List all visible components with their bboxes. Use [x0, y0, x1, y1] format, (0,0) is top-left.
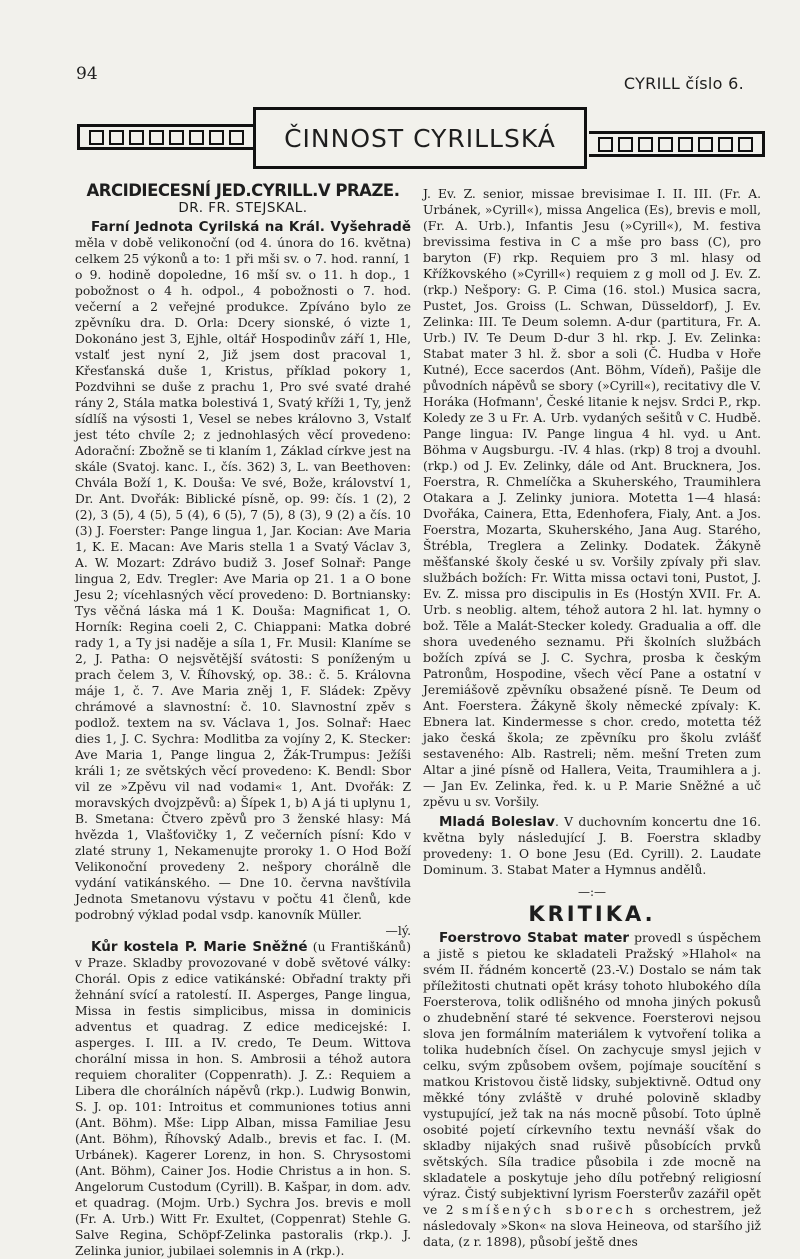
banner-title-box: [253, 107, 587, 169]
article-paragraph: [423, 930, 761, 1250]
article-lead: Farní Jednota Cyrilská na Král. Vyšehradě: [91, 219, 411, 235]
byline: DR. FR. STEJSKAL.: [178, 200, 308, 216]
square-chain-ornament-icon: [589, 131, 765, 157]
section-heading: ARCIDIECESNÍ JED.CYRILL.V PRAZE.: [86, 181, 400, 200]
article-body: měla v době velikonoční (od 4. února do 16. května) celkem 25 výkonů a to: 1 při mši sv. o 7. hod. ranní, 1 o 9. hodině dopoledne, 16 mší sv. o 11. h dop., 1 pobožnost o 4 h. odpol., 4 pobožnosti o 7. hod. večerní a 2 veřejné produkce. Zpíváno bylo ze zpěvníku dra. D. Orla: Dcery sionské, ó vizte 1, Dokonáno jest 3, Ejhle, oltář Hospodinův září 1, Hle, vstalť jest nyní 2, Již jsem dost pracoval 1, Křesťanská duše 1, Kristus, příklad pokory 1, Pozdvihni se duše z prachu 1, Pro své svaté drahé rány 2, Stála matka bolestivá 1, Svatý kříži 1, Ty, jenž sídlíš na výsosti 1, Vesel se nebes královno 3, Vstalť jest této chvíle 2; z jednohlasých věcí provedeno: Adorační: Zbožně se ti klaním 1, Základ církve jest na skále (Svatoj. kanc. I., čís. 362) 3, L. van Beethoven: Chvála Boží 1, K. Douša: Ve své, Bože, království 1, Dr. Ant. Dvořák: Biblické písně, op. 99: čís. 1 (2), 2 (2), 3 (5), 4 (5), 5 (4), 6 (5), 7 (5), 8 (3), 9 (2) a čís. 10 (3) J. Foerster: Pange lingua 1, Jar. Kocian: Ave Maria 1, K. E. Macan: Ave Maris stella 1 a Svatý Václav 3, A. W. Mozart: Zdrávo budiž 3. Josef Solnař: Pange lingua 2, Edv. Tregler: Ave Maria op 21. 1 a O bone Jesu 2; vícehlasných věcí provedeno: D. Bortniansky: Tys věčná láska má 1 K. Douša: Magnificat 1, O. Horník: Regina coeli 2, C. Chiappani: Matka dobré rady 1, a Ty jsi naděje a síla 1, Fr. Musil: Klaníme se 2, J. Patha: O nejsvětější svátosti: S poníženým u prach čelem 3, V. Říhovský, op. 38.: č. 5. Královna máje 1, č. 7. Ave Maria zněj 1, F. Sládek: Zpěvy chrámové a slavnostní: č. 10. Slavnostní zpěv s podlož. textem na sv. Václava 1, Jos. Solnař: Haec dies 1, J. C. Sychra: Modlitba za vojíny 2, K. Stecker: Ave Maria 1, Pange lingua 2, Žák-Trumpus: Ježíši králi 1; ze světských věcí provedeno: K. Bendl: Sbor vil ze »Zpěvu vil nad vodami« 1, Ant. Dvořák: Z moravských dvojzpěvů: a) Šípek 1, b) A já ti uplynu 1, B. Smetana: Čtvero zpěvů pro 3 ženské hlasy: Má hvězda 1, Vlašťovičky 1, Z večerních písní: Kdo v zlaté struny 1, Nekamenujte proroky 1. O Hod Boží Velikonoční provedeny 2. nešpory chorálně dle vydání vatikánského. — Dne 10. června navštívila Jednota Smetanovu výstavu v počtu 41 členů, kde podrobný výklad podal vsdp. kanovník Müller.: [75, 236, 411, 922]
page-number: 94: [76, 64, 98, 84]
article-continuation: J. Ev. Z. senior, missae brevisimae I. II. III. (Fr. A. Urbánek, »Cyrill«), missa Angelica (Es), brevis e moll, (Fr. A. Urb.), Infantis Jesu (»Cyrill«), M. festiva brevissima festiva in C a mše pro bass (C), pro baryton (F) rkp. Requiem pro 3 ml. hlasy od Křížkovského (»Cyrill«) requiem z g moll od J. Ev. Z. (rkp.) Nešpory: G. P. Cima (16. stol.) Musica sacra, Pustet, Jos. Groiss (L. Schwan, Düsseldorf), J. Ev. Zelinka: III. Te Deum solemn. A-dur (partitura, Fr. A. Urb.) IV. Te Deum D-dur 3 hl. rkp. J. Ev. Zelinka: Stabat mater 3 hl. ž. sbor a soli (Č. Hudba v Hoře Kutné), Ecce sacerdos (Ant. Böhm, Vídeň), Pašije dle původních nápěvů se sbory (»Cyrill«), recitativy dle V. Horáka (Hofmann', České litanie k nejsv. Srdci P., rkp. Koledy ze 3 u Fr. A. Urb. vydaných sešitů v C. Hudbě. Pange lingua: IV. Pange lingua 4 hl. vyd. u Ant. Böhma v Augsburgu. -IV. 4 hlas. (rkp) 8 troj a dvouhl. (rkp.) od J. Ev. Zelinky, dále od Ant. Brucknera, Jos. Foerstra, R. Chmelíčka a Skuherského, Traumihlera Otakara a J. Zelinky juniora. Motetta 1—4 hlasá: Dvořáka, Cainera, Etta, Edenhofera, Fialy, Ant. a Jos. Foerstra, Mozarta, Skuherského, Jana Aug. Starého, Štrébla, Treglera a Zelinky. Dodatek. Žákyně měšťanské školy české u sv. Voršily zpívaly při slav. službách božích: Fr. Witta missa octavi toni, Pustot, J. Ev. Z. missa pro discipulis in Es (Hostýn XVII. Fr. A. Urb. s neoblig. altem, téhož autora 2 hl. lat. hymny o bož. Těle a Malát-Stecker koledy. Gradualia a off. dle shora uvedeného seznamu. Při školních službách božích zpívá se J. C. Sychra, prosba k českým Patronům, Hospodine, všech věcí Pane a ostatní v Jeremiášově zpěvníku obsažené písně. Te Deum od Ant. Foerstera. Žákyně školy německé zpívaly: K. Ebnera lat. Kindermesse s chor. credo, motetta též jako česká škola; ze zpěvníku pro školu zvlášť sestaveného: Alb. Rastreli; něm. mešní Treten zum Altar a jiné písně od Hallera, Veita, Traumihlera a j. — Jan Ev. Zelinka, řed. k. u P. Marie Sněžné a uč zpěvu u sv. Voršily.: [423, 187, 761, 809]
right-column: [423, 186, 761, 1250]
article-body: (u Františkánů) v Praze. Skladby provozované v době světové války: Chorál. Opis z edice vatikánské: Obřadní trakty při žehnání svící a ratolestí. II. Asperges, Pange lingua, Missa in festis simplicibus, missa in dominicis adventus et quadrag. Z edice medicejské: I. asperges. I. III. a IV. credo, Te Deum. Wittova chorální missa in hon. S. Ambrosii a téhož autora requiem choraliter (Coppenrath). J. Z.: Requiem a Libera dle chorálních nápěvů (rkp.). Ludwig Bonwin, S. J. op. 101: Introitus et communiones totius anni (Ant. Böhm). Mše: Lipp Alban, missa Familiae Jesu (Ant. Böhm), Říhovský Adalb., brevis et fac. I. (M. Urbánek). Kagerer Lorenz, in hon. S. Chrysostomi (Ant. Böhm), Cainer Jos. Hodie Christus a in hon. S. Angelorum Custodum (Cyrill). B. Kašpar, in dom. adv. et quadrag. (Mojm. Urb.) Sychra Jos. brevis e moll (Fr. A. Urb.) Witt Fr. Exultet, (Coppenrat) Stehle G. Salve Regina, Schöpf-Zelinka pastoralis (rkp.). J. Zelinka junior, jubilaei solemnis in A (rkp.).: [75, 940, 411, 1258]
article-lead: Foerstrovo Stabat mater: [439, 930, 630, 946]
article-paragraph: [75, 219, 411, 939]
banner-title: ČINNOST CYRILLSKÁ: [284, 123, 556, 153]
article-body: s orchestrem, jež následovaly »Skon« na slova Heineova, od staršího již data, (z r. 1898), působí ještě dnes: [423, 1203, 762, 1249]
section-banner: [77, 107, 765, 173]
article-body: provedl s úspěchem a jistě s pietou ke skladateli Pražský »Hlahol« na svém II. řádném koncertě (23.-V.) Dostalo se nám tak příležitosti chutnati opět krásy tohoto hlubokého díla Foersterova, tolik odlišného od mnoha jiných pokusů o zhudebnění staré té sekvence. Foersterovi nejsou slova jen formálním materiálem k vytvoření tolika a tolika hudebních čísel. On zachycuje smysl jejich v celku, svým způsobem ovšem, pojímaje soucítění s matkou Kristovou čistě lidsky, subjektivně. Odtud ony měkké tóny zvláště v druhé polovině skladby vystupující, jež tak na nás mocně působí. Toto úplně osobité pojetí církevního textu nevnáší však do skladby nijakých snad rušivě působících prvků světských. Síla tradice působila i zde mocně na skladatele a poskytuje jeho dílu potřebný religiosní výraz. Čistý subjektivní lyrism Foersterův zazářil opět ve 2: [423, 931, 761, 1217]
article-paragraph: [423, 814, 761, 878]
article-lead: Mladá Boleslav: [439, 814, 555, 830]
left-column: [75, 183, 411, 1259]
signature: —lý.: [385, 924, 411, 938]
article-body: . V duchovním koncertu dne 16. května byly následující J. B. Foerstra skladby provedeny: 1. O bone Jesu (Ed. Cyrill). 2. Laudate Dominum. 3. Stabat Mater a Hymnus andělů.: [423, 815, 761, 877]
divider: —:—: [577, 885, 607, 899]
article-paragraph: [75, 939, 411, 1259]
running-head: CYRILL číslo 6.: [623, 74, 744, 93]
square-chain-ornament-icon: [77, 124, 253, 150]
section-heading: KRITIKA.: [528, 902, 656, 926]
article-lead: Kůr kostela P. Marie Sněžné: [91, 939, 308, 955]
spaced-emphasis: smíšených sborech: [462, 1203, 637, 1217]
